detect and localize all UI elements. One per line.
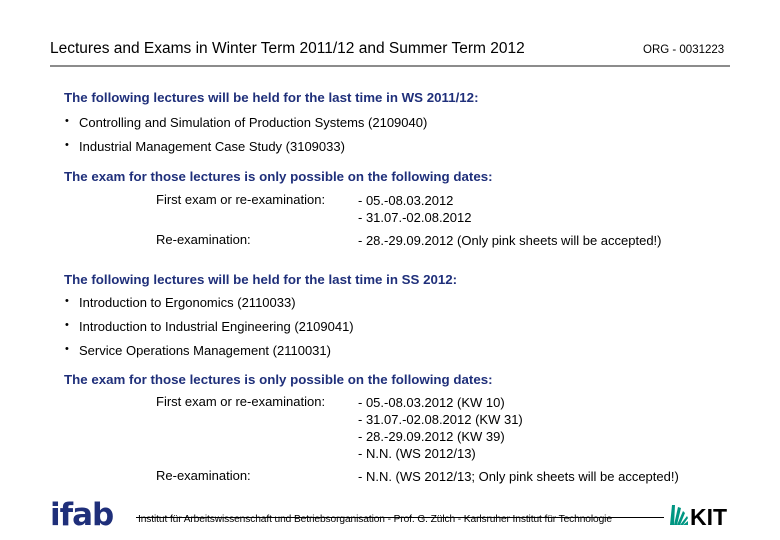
lecture-item: • Introduction to Industrial Engineering (2109041)	[64, 319, 754, 334]
ss-exam-heading: The exam for those lectures is only possible on the following dates:	[64, 372, 493, 387]
lecture-item: • Controlling and Simulation of Production Systems (2109040)	[64, 115, 754, 130]
lecture-item: • Industrial Management Case Study (3109033)	[64, 139, 754, 154]
kit-logo-text: KIT	[690, 504, 728, 527]
ifab-logo: ifab	[50, 497, 114, 533]
ss-re-exam-row	[156, 468, 754, 485]
exam-date: - N.N. (WS 2012/13; Only pink sheets will be accepted!)	[358, 469, 679, 484]
first-exam-label: First exam or re-examination:	[156, 192, 326, 207]
ws-re-exam-row	[156, 232, 754, 249]
exam-date: - N.N. (WS 2012/13)	[358, 446, 476, 461]
first-exam-dates	[358, 394, 523, 462]
lecture-item: • Service Operations Management (2110031)	[64, 343, 754, 358]
ws-first-exam-row	[156, 192, 754, 226]
kit-logo	[666, 503, 730, 527]
first-exam-dates	[358, 192, 471, 226]
exam-date: - 31.07.-02.08.2012	[358, 210, 472, 225]
re-exam-label: Re-examination:	[156, 468, 251, 483]
header-divider	[50, 65, 730, 67]
re-exam-dates	[358, 232, 662, 249]
kit-fan-icon	[670, 505, 688, 525]
ws-lectures-heading: The following lectures will be held for the last time in WS 2011/12:	[64, 90, 479, 105]
exam-date: - 28.-29.09.2012 (KW 39)	[358, 429, 505, 444]
lecture-item: • Introduction to Ergonomics (2110033)	[64, 295, 754, 310]
document-code: ORG - 0031223	[643, 44, 725, 56]
first-exam-label: First exam or re-examination:	[156, 394, 326, 409]
re-exam-label: Re-examination:	[156, 232, 251, 247]
ss-first-exam-row	[156, 394, 754, 462]
ss-lectures-heading: The following lectures will be held for the last time in SS 2012:	[64, 272, 458, 287]
exam-date: - 05.-08.03.2012 (KW 10)	[358, 395, 505, 410]
page-title: Lectures and Exams in Winter Term 2011/12 and Summer Term 2012	[50, 40, 525, 57]
exam-date: - 28.-29.09.2012 (Only pink sheets will be accepted!)	[358, 233, 662, 248]
exam-date: - 31.07.-02.08.2012 (KW 31)	[358, 412, 523, 427]
footer-institute-text: Institut für Arbeitswissenschaft und Betriebsorganisation - Prof. G. Zülch - Karlsruher Institut für Technologie	[138, 514, 612, 525]
ws-exam-heading: The exam for those lectures is only possible on the following dates:	[64, 169, 493, 184]
main-content	[64, 90, 754, 485]
re-exam-dates	[358, 468, 679, 485]
exam-date: - 05.-08.03.2012	[358, 193, 454, 208]
